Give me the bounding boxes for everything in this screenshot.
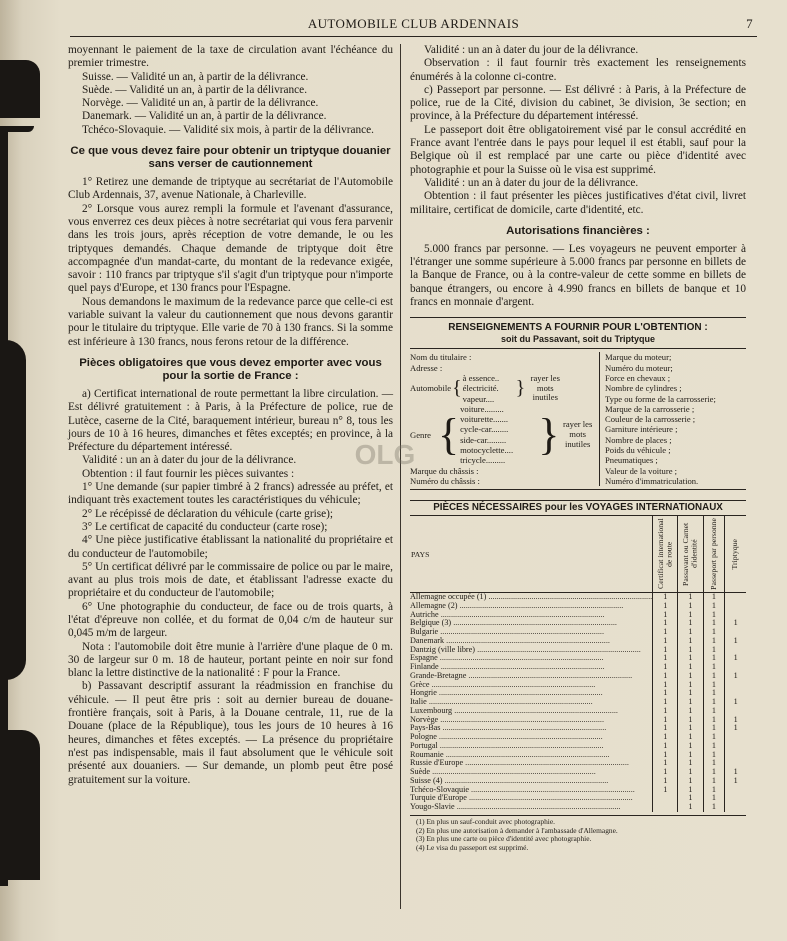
brace-icon: }: [515, 377, 526, 400]
country-name: Espagne ................................................................................: [410, 654, 604, 663]
field-label: Poids du véhicule ;: [605, 445, 671, 456]
field-label: Automobile: [410, 383, 452, 394]
info-box-right: [600, 352, 746, 486]
info-box-title: RENSEIGNEMENTS A FOURNIR POUR L'OBTENTION :: [448, 322, 708, 334]
table-cell: 1: [653, 707, 678, 716]
country-name: Danemark ................................................................................: [410, 636, 610, 645]
country-name: Dantzig (ville libre) ................................................................................: [410, 645, 641, 654]
field-label: Pneumatiques ;: [605, 455, 658, 466]
country-name: Autriche ................................................................................: [410, 610, 605, 619]
table-cell: 1: [678, 663, 703, 672]
column-header-passavant: Passavant ou Carnet d'identité: [678, 516, 703, 593]
brace-icon: {: [437, 409, 460, 459]
table-row: [410, 742, 746, 751]
note-text: rayer les mots inutiles: [530, 372, 560, 403]
table-cell: 1: [703, 672, 725, 681]
country-name: Finlande ................................................................................: [410, 663, 605, 672]
country-name: Yougo-Slavie ................................................................................: [410, 803, 621, 812]
paragraph: Nous demandons le maximum de la redevance parce que celle-ci est variable suivant la valeur du cautionnement que nous devons garantir pour le titulaire du triptyque. Elle varie de 70 à 130 francs. Si la somme est inférieure à 130 francs, nous ferons retour de la différence.: [68, 295, 393, 348]
country-name: Italie ................................................................................: [410, 698, 593, 707]
field-label: Couleur de la carrosserie ;: [605, 414, 696, 425]
table-cell: 1: [653, 672, 678, 681]
table-row: [410, 768, 746, 777]
footnote: (1) En plus un sauf-conduit avec photographie.: [416, 816, 555, 826]
section-heading: Pièces obligatoires que vous devez emporter avec vous pour la sortie de France :: [79, 356, 382, 382]
column-header-pays: PAYS: [410, 516, 653, 593]
table-cell: 1: [678, 742, 703, 751]
table-cell: 1: [703, 777, 725, 786]
country-name: Russie d'Europe ................................................................................: [410, 759, 629, 768]
table-cell: 1: [703, 742, 725, 751]
country-name: Allemagne occupée (1) ................................................................................: [410, 592, 653, 602]
paragraph: Obtention : il faut fournir les pièces suivantes :: [82, 467, 295, 480]
info-box: [410, 317, 746, 490]
field-label: Nom du titulaire :: [410, 352, 472, 363]
table-cell: 1: [703, 689, 725, 698]
table-cell: 1: [653, 786, 678, 795]
paragraph: a) Certificat international de route permettant la libre circulation. — Est délivré gratuitement : à Paris, à la Préfecture de police, rue de Lutèce, caserne de la Cité, baraquement intérieur, bureau n° 8, tous les jours de 10 à 16 heures, dimanches et fêtes exceptés; en province, à la Préfecture du département intéressé.: [68, 387, 393, 454]
country-name: Roumanie ................................................................................: [410, 750, 610, 759]
paragraph: Suisse. — Validité un an, à partir de la délivrance.: [82, 70, 309, 83]
table-cell: 1: [653, 628, 678, 637]
table-cell: 1: [653, 602, 678, 611]
header-title: AUTOMOBILE CLUB ARDENNAIS: [307, 16, 520, 31]
table-cell: [725, 742, 746, 751]
brace-icon: {: [452, 377, 462, 400]
table-row: [410, 803, 746, 812]
country-name: Belgique (3) ................................................................................: [410, 619, 617, 628]
field-label: Genre: [410, 429, 431, 440]
table-cell: 1: [653, 777, 678, 786]
field-label: Marque de la carrosserie ;: [605, 403, 695, 414]
field-label: Adresse :: [410, 362, 443, 373]
table-cell: 1: [703, 724, 725, 733]
brace-icon: }: [538, 409, 560, 459]
table-cell: 1: [703, 611, 725, 620]
table-row: [410, 794, 746, 803]
table-cell: 1: [678, 628, 703, 637]
table-cell: 1: [725, 698, 746, 707]
paragraph: 2° Lorsque vous aurez rempli la formule et l'avenant d'assurance, vous enverrez ces deux pièces à notre secrétariat qui vous fera parvenir dans les trois jours, après réception de votre demande, le ou les triptyques demandés. Chaque demande de triptyque doit être accompagnée d'un mandat-carte, du montant de la redevance exigée, savoir : 110 francs par triptyque s'il s'agit d'un triptyque pour n'importe quel pays d'Europe, et 130 francs pour l'Espagne.: [68, 202, 393, 295]
table-cell: [725, 794, 746, 803]
table-cell: 1: [678, 707, 703, 716]
country-name: Turquie d'Europe ................................................................................: [410, 794, 633, 803]
option-text: électricité.: [462, 383, 499, 394]
table-cell: [725, 602, 746, 611]
paragraph: Danemark. — Validité un an, à partir de la délivrance.: [82, 110, 327, 123]
field-label: Nombre de cylindres ;: [605, 383, 682, 394]
table-cell: 1: [678, 646, 703, 655]
country-name: Pologne ................................................................................: [410, 733, 603, 742]
documents-table: [410, 500, 746, 853]
table-row: [410, 707, 746, 716]
country-name: Pays-Bas ................................................................................: [410, 724, 607, 733]
table-cell: 1: [703, 681, 725, 690]
country-name: Hongrie ................................................................................: [410, 689, 603, 698]
running-header: [70, 14, 757, 37]
table-row: [410, 733, 746, 742]
table-cell: 1: [725, 637, 746, 646]
paragraph: Observation : il faut fournir très exactement les renseignements énumérés à la colonne ci-contre.: [410, 57, 746, 83]
table-cell: 1: [678, 759, 703, 768]
country-name: Grèce ................................................................................: [410, 680, 596, 689]
table-row: [410, 628, 746, 637]
table-row: [410, 698, 746, 707]
column-header-triptyque: Triptyque: [725, 516, 746, 593]
table-cell: 1: [703, 786, 725, 795]
table-cell: 1: [653, 751, 678, 760]
table-cell: 1: [703, 794, 725, 803]
right-column: [410, 44, 746, 853]
table-cell: 1: [678, 681, 703, 690]
table-cell: 1: [678, 698, 703, 707]
table-cell: 1: [703, 768, 725, 777]
table-cell: 1: [678, 751, 703, 760]
table-row: [410, 646, 746, 655]
table-row: [410, 593, 746, 602]
left-column: [68, 44, 393, 787]
table-cell: 1: [653, 724, 678, 733]
field-label: Numéro du moteur;: [605, 362, 673, 373]
table-cell: 1: [678, 672, 703, 681]
table-cell: 1: [678, 794, 703, 803]
table-cell: 1: [653, 637, 678, 646]
paragraph: 6° Une photographie du conducteur, de face ou de trois quarts, à l'état d'épreuve non collée, et du format de 0,04 c/m de hauteur sur 0,045 m/m de largeur.: [68, 600, 393, 640]
section-heading: Ce que vous devez faire pour obtenir un triptyque douanier sans verser de cautionnement: [70, 145, 391, 171]
paragraph: 2° Le récépissé de déclaration du véhicule (carte grise);: [82, 507, 334, 520]
table-cell: 1: [678, 724, 703, 733]
note-text: rayer les mots inutiles: [562, 419, 593, 449]
footnote: (4) Le visa du passeport est supprimé.: [416, 843, 529, 853]
paragraph: Le passeport doit être obligatoirement visé par le consul accrédité en France avant l'entrée dans le pays pour lequel il est établi, sauf pour la Belgique où il est remplacé par une carte ou pièce d'identité avec photographie et pour la Suisse où le visa est supprimé.: [410, 123, 746, 176]
paragraph: Validité : un an à dater du jour de la délivrance.: [82, 454, 297, 467]
table-cell: 1: [653, 689, 678, 698]
table-row: [410, 663, 746, 672]
paragraph: moyennant le paiement de la taxe de circulation avant l'échéance du premier trimestre.: [68, 44, 393, 70]
paragraph: Norvège. — Validité un an, à partir de la délivrance.: [82, 97, 319, 110]
table-row: [410, 654, 746, 663]
field-label: Garniture intérieure ;: [605, 424, 678, 435]
footnote: (2) En plus une autorisation à demander à l'ambassade d'Allemagne.: [416, 825, 618, 835]
table-cell: 1: [653, 654, 678, 663]
table-cell: 1: [703, 654, 725, 663]
paragraph: Validité : un an à dater du jour de la délivrance.: [424, 44, 639, 56]
option-text: motocyclette....: [460, 445, 514, 456]
field-label: Marque du châssis :: [410, 465, 479, 476]
country-name: Norvège ................................................................................: [410, 715, 604, 724]
table-cell: 1: [678, 689, 703, 698]
country-name: Portugal ................................................................................: [410, 741, 604, 750]
table-cell: 1: [653, 759, 678, 768]
table-cell: [725, 751, 746, 760]
table-cell: 1: [653, 646, 678, 655]
table-cell: 1: [703, 628, 725, 637]
column-divider: [400, 44, 401, 909]
table-cell: 1: [703, 619, 725, 628]
table-title: PIÈCES NÉCESSAIRES pour les VOYAGES INTERNATIONAUX: [410, 501, 746, 516]
country-name: Allemagne (2) ................................................................................: [410, 601, 624, 610]
paragraph: Tchéco-Slovaquie. — Validité six mois, à partir de la délivrance.: [82, 123, 375, 136]
table-cell: 1: [653, 716, 678, 725]
field-label: Marque du moteur;: [605, 352, 672, 363]
table-cell: 1: [678, 803, 703, 812]
table-cell: 1: [653, 619, 678, 628]
table-row: [410, 759, 746, 768]
table-cell: 1: [703, 716, 725, 725]
table-cell: 1: [678, 768, 703, 777]
table-cell: [725, 803, 746, 812]
country-name: Suisse (4) ................................................................................: [410, 776, 609, 785]
table-row: [410, 716, 746, 725]
page-number: 7: [746, 16, 753, 31]
country-name: Suède ................................................................................: [410, 768, 596, 777]
table-cell: 1: [653, 742, 678, 751]
table-row: [410, 602, 746, 611]
column-header-passeport: Passeport par personne: [703, 516, 725, 593]
table-row: [410, 681, 746, 690]
country-name: Tchéco-Slovaquie ................................................................................: [410, 785, 635, 794]
table-cell: 1: [725, 672, 746, 681]
table-cell: [725, 593, 746, 602]
table-body: [410, 593, 746, 812]
option-text: à essence..: [462, 372, 500, 383]
table-cell: 1: [703, 707, 725, 716]
table-row: [410, 619, 746, 628]
paragraph: b) Passavant descriptif assurant la réadmission en franchise du véhicule. — Il peut être pris : soit au dernier bureau de douane-frontière français, soit à Paris, à la Douane centrale, 11, rue de la Douane (place de la République), tous les jours de 10 heures à 16 heures, dimanches et fêtes exceptés. — La présence du propriétaire n'est pas indispensable, mais il faut absolument que le véhicule soit présenté aux douaniers. — Sur demande, un plomb peut être posé gratuitement sur la voiture.: [68, 680, 393, 786]
paragraph: 1° Une demande (sur papier timbré à 2 francs) adressée au préfet, et indiquant très exactement toutes les caractéristiques du véhicule;: [68, 481, 393, 507]
table-cell: 1: [678, 777, 703, 786]
table-cell: 1: [653, 681, 678, 690]
info-box-subtitle: soit du Passavant, soit du Triptyque: [410, 334, 746, 349]
field-label: Numéro d'immatriculation.: [605, 475, 699, 486]
paragraph: 1° Retirez une demande de triptyque au secrétariat de l'Automobile Club Ardennais, 37, avenue Nationale, à Charleville.: [68, 176, 393, 202]
paragraph: c) Passeport par personne. — Est délivré : à Paris, à la Préfecture de police, rue de la Cité, division du cabinet, 3e division, 3e section; en province, à la Préfecture du département intéressé.: [410, 83, 746, 123]
table-cell: 1: [703, 593, 725, 602]
table-row: [410, 672, 746, 681]
library-stamp: OLG: [354, 439, 416, 470]
paragraph: Obtention : il faut présenter les pièces justificatives d'état civil, livret militaire, certificat de domicile, carte d'identité, etc.: [410, 190, 746, 216]
table-cell: 1: [703, 646, 725, 655]
paragraph: Nota : l'automobile doit être munie à l'arrière d'une plaque de 0 m. 30 de largeur sur 0 m. 18 de hauteur, portant peinte en noir sur fond blanc la lettre distinctive de la nationalité : F pour la France.: [68, 640, 393, 680]
table-cell: 1: [725, 724, 746, 733]
table-cell: 1: [678, 593, 703, 602]
option-text: voiture.........: [460, 403, 504, 414]
table-cell: 1: [678, 619, 703, 628]
paragraph: 4° Une pièce justificative établissant la nationalité du propriétaire et du conducteur de l'automobile;: [68, 534, 393, 560]
table-row: [410, 637, 746, 646]
info-box-left: [410, 352, 600, 486]
table-cell: 1: [703, 663, 725, 672]
table-cell: 1: [653, 733, 678, 742]
paragraph: 5° Un certificat délivré par le commissaire de police ou par le maire, avant au plus trois mois de date, et établissant l'adresse exacte du propriétaire et du conducteur de l'automobile;: [68, 560, 393, 600]
field-label: Numéro du châssis :: [410, 475, 480, 486]
table-cell: 1: [653, 593, 678, 602]
paragraph: Validité : un an à dater du jour de la délivrance.: [424, 176, 639, 189]
table-cell: 1: [725, 777, 746, 786]
table-cell: 1: [703, 803, 725, 812]
section-heading: Autorisations financières :: [506, 224, 650, 237]
table-cell: [725, 733, 746, 742]
table-row: [410, 611, 746, 620]
table-row: [410, 751, 746, 760]
table-cell: 1: [703, 751, 725, 760]
field-label: Valeur de la voiture ;: [605, 465, 678, 476]
table-cell: 1: [678, 611, 703, 620]
table-cell: 1: [678, 637, 703, 646]
table-cell: 1: [678, 716, 703, 725]
field-label: Type ou forme de la carrosserie;: [605, 393, 716, 404]
field-label: Nombre de places ;: [605, 434, 672, 445]
table-cell: 1: [653, 663, 678, 672]
country-name: Bulgarie ................................................................................: [410, 628, 604, 637]
column-header-certificat: Certificat international de route: [653, 516, 678, 593]
option-text: cycle-car........: [460, 424, 509, 435]
table-cell: [725, 681, 746, 690]
table-cell: 1: [678, 733, 703, 742]
option-text: tricycle.........: [460, 455, 506, 466]
option-text: side-car.........: [460, 434, 507, 445]
table-cell: 1: [703, 602, 725, 611]
option-text: vapeur....: [462, 393, 495, 404]
table-cell: [653, 794, 678, 803]
table-cell: [653, 803, 678, 812]
table-row: [410, 786, 746, 795]
table-cell: 1: [703, 733, 725, 742]
table-cell: 1: [653, 768, 678, 777]
table-row: [410, 724, 746, 733]
table-cell: 1: [703, 759, 725, 768]
table-cell: 1: [678, 786, 703, 795]
table-cell: 1: [703, 698, 725, 707]
option-text: voiturette.......: [460, 414, 509, 425]
table-cell: 1: [653, 611, 678, 620]
table-row: [410, 689, 746, 698]
table-cell: 1: [703, 637, 725, 646]
paragraph: Suède. — Validité un an, à partir de la délivrance.: [82, 83, 308, 96]
table-cell: 1: [678, 602, 703, 611]
table-cell: 1: [678, 654, 703, 663]
table-cell: 1: [725, 654, 746, 663]
paragraph: 3° Le certificat de capacité du conducteur (carte rose);: [82, 520, 328, 533]
binding-spine: [0, 40, 40, 910]
footnote: (3) En plus une carte ou pièce d'identité avec photographie.: [416, 834, 592, 844]
field-label: Force en chevaux ;: [605, 372, 671, 383]
table-row: [410, 777, 746, 786]
country-name: Luxembourg ................................................................................: [410, 706, 618, 715]
country-name: Grande-Bretagne ................................................................................: [410, 671, 633, 680]
table-cell: [725, 786, 746, 795]
paragraph: 5.000 francs par personne. — Les voyageurs ne peuvent emporter à l'étranger une somme supérieure à 5.000 francs par personne en billets de la Banque de France, ou à la contre-valeur de cette somme en billets de banque étrangers, ou encore à 4.990 francs en billets de banque et 10 francs en monnaie d'argent.: [410, 242, 746, 309]
table-cell: 1: [725, 716, 746, 725]
table-cell: 1: [725, 619, 746, 628]
footnotes: [410, 815, 746, 853]
table-cell: 1: [725, 768, 746, 777]
table-cell: 1: [653, 698, 678, 707]
